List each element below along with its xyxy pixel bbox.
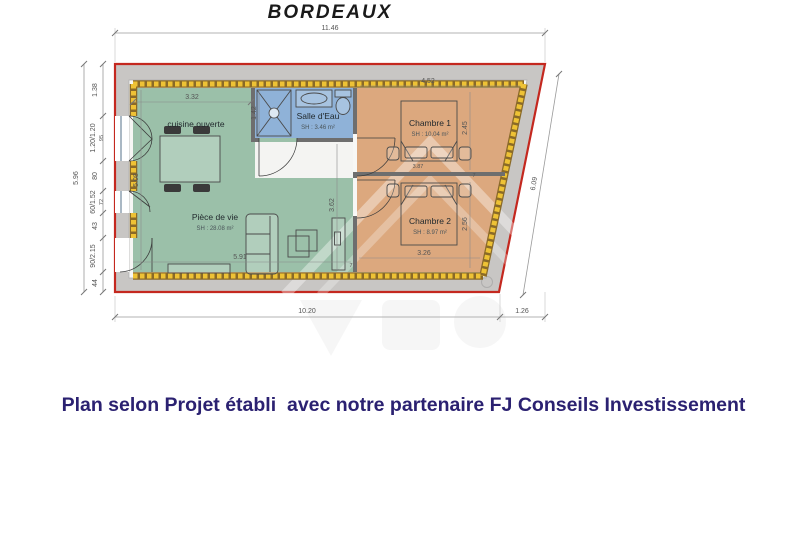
dim-bathroom-depth: 1.42	[251, 106, 258, 120]
room-area-living: SH : 28.08 m²	[196, 226, 234, 232]
dim-top-width: 11.46	[321, 25, 339, 32]
dim-bedroom1-inner: 3.87	[412, 164, 424, 170]
room-area-bathroom: SH : 3.46 m²	[301, 125, 335, 131]
dim-bedroom2-wall: 7	[349, 263, 353, 269]
room-label-bedroom2: Chambre 2	[408, 216, 452, 226]
dim-left-total: 5.96	[73, 171, 80, 185]
dim-living-mid-height: 3.62	[329, 198, 336, 212]
dim-bedroom1-height: 2.45	[462, 121, 469, 135]
dim-bedroom2-width: 3.26	[417, 250, 431, 257]
room-area-bedroom1: SH : 10.04 m²	[411, 132, 449, 138]
dim-left-seg1: 1.38	[92, 83, 99, 97]
sideboard	[168, 264, 230, 273]
room-label-kitchen: cuisine ouverte	[167, 119, 225, 129]
dim-left-win1: 1.20/1.20	[90, 123, 97, 153]
room-label-bedroom1: Chambre 1	[408, 118, 452, 128]
room-area-bedroom2: SH : 8.97 m²	[413, 230, 447, 236]
dim-left-seg2: 80	[92, 172, 99, 180]
dim-left-win2: 60/1.52	[90, 190, 97, 214]
dim-bottom-main: 10.20	[298, 308, 316, 315]
room-label-bathroom: Salle d'Eau	[296, 111, 340, 121]
dim-bottom-right: 1.26	[515, 308, 529, 315]
dim-left-seg4: 44	[92, 279, 99, 287]
dim-left-seg3: 43	[92, 222, 99, 230]
dim-living-height: 5.08	[133, 173, 140, 187]
plan-title: BORDEAUX	[267, 2, 393, 23]
dim-bedroom1-wall: 7	[472, 173, 476, 179]
sink	[296, 90, 332, 107]
dim-living-width: 5.91	[233, 254, 247, 261]
dim-right-slant-value: 6.09	[529, 176, 540, 192]
dim-left-win2-sill: 72	[99, 198, 105, 206]
dim-left-win1-sill: 95	[99, 134, 105, 142]
dining-table	[160, 136, 220, 182]
dim-kitchen-width: 3.32	[185, 94, 199, 101]
dim-left-door: 90/2.15	[90, 244, 97, 268]
dim-top	[112, 25, 548, 62]
hallway-floor	[255, 142, 353, 178]
dim-bedroom2-height: 2.56	[462, 217, 469, 231]
dim-bedroom1-top-width: 4.52	[421, 78, 435, 85]
caption: Plan selon Projet établi avec notre partenaire FJ Conseils Investissement	[61, 394, 746, 416]
sofa	[246, 214, 278, 274]
room-label-living: Pièce de vie	[191, 212, 239, 222]
dim-left	[73, 61, 106, 295]
